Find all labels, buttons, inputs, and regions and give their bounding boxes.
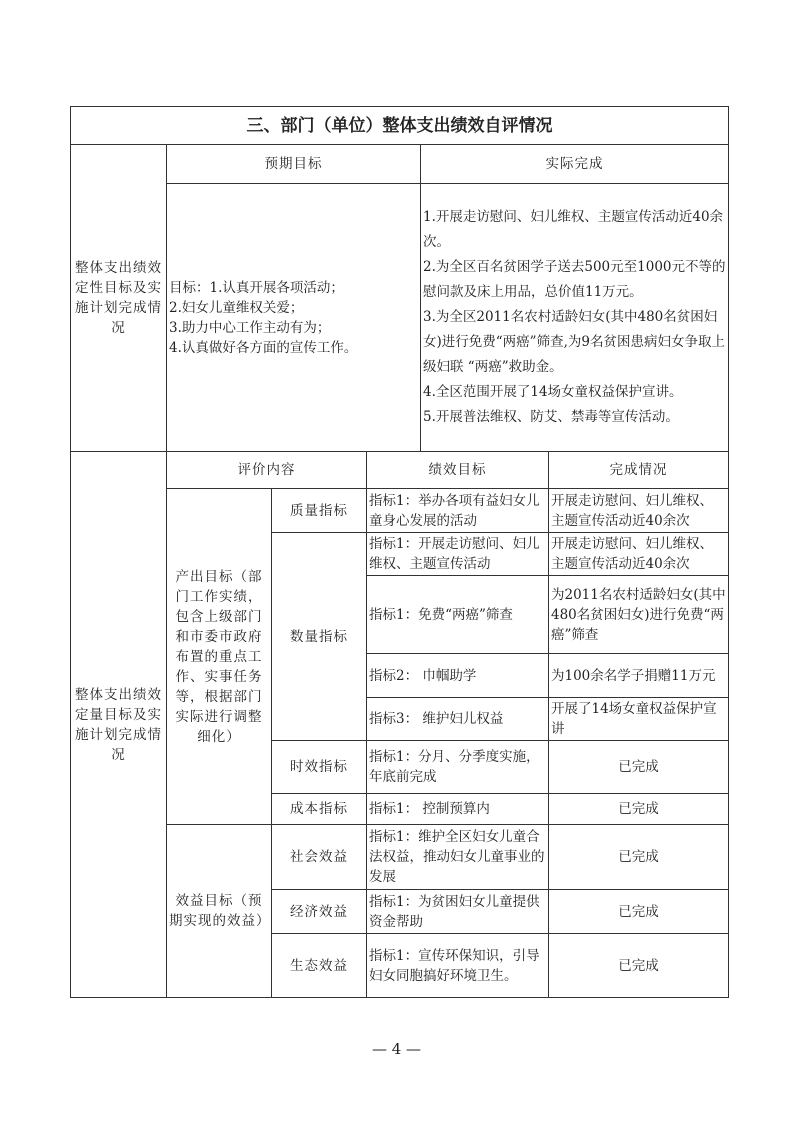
result: 为100余名学子捐赠11万元: [549, 654, 729, 698]
target: 指标2： 巾帼助学: [367, 654, 549, 698]
category: 时效指标: [272, 741, 367, 794]
category: 质量指标: [272, 489, 367, 533]
expected-item: 4.认真做好各方面的宣传工作。: [169, 339, 358, 356]
page-number: — 4 —: [371, 1040, 422, 1058]
expected-header: 预期目标: [167, 145, 421, 184]
target: 指标1： 控制预算内: [367, 794, 549, 825]
category: 社会效益: [272, 825, 367, 890]
actual-item: 1.开展走访慰问、妇儿维权、主题宣传活动近40余次。: [423, 209, 724, 250]
actual-header: 实际完成: [421, 145, 729, 184]
actual-item: 5.开展普法维权、防艾、禁毒等宣传活动。: [423, 409, 679, 425]
result: 为2011名农村适龄妇女(其中480名贫困妇女)进行免费“两癌”筛查: [549, 576, 729, 654]
result: 已完成: [549, 890, 729, 934]
actual-item: 3.为全区2011名农村适龄妇女(其中480名贫困妇女)进行免费“两癌”筛查,为9名贫困患病妇女争取上级妇联 “两癌”救助金。: [423, 309, 725, 375]
actual-item: 2.为全区百名贫困学子送去500元至1000元不等的慰问款及床上用品，总价值11万元。: [423, 259, 726, 300]
target: 指标3： 维护妇儿权益: [367, 698, 549, 741]
result: 开展走访慰问、妇儿维权、主题宣传活动近40余次: [549, 489, 729, 533]
target: 指标1：举办各项有益妇女儿童身心发展的活动: [367, 489, 549, 533]
output-goal: 产出目标（部门工作实绩，包含上级部门和市委市政府布置的重点工作、实事任务等，根据部门实际进行调整细化）: [167, 489, 272, 825]
expected-goals: [167, 184, 421, 452]
result: 开展走访慰问、妇儿维权、主题宣传活动近40余次: [549, 533, 729, 576]
qualitative-row-label: 整体支出绩效定性目标及实施计划完成情况: [71, 145, 167, 452]
expected-item: 3.助力中心工作主动有为；: [169, 319, 331, 336]
result: 开展了14场女童权益保护宣讲: [549, 698, 729, 741]
benefit-goal: 效益目标（预期实现的效益）: [167, 825, 272, 998]
target: 指标1：免费“两癌”筛查: [367, 576, 549, 654]
target: 指标1：维护全区妇女儿童合法权益，推动妇女儿童事业的发展: [367, 825, 549, 890]
expected-item: 目标：1.认真开展各项活动；: [169, 279, 344, 296]
category: 成本指标: [272, 794, 367, 825]
result: 已完成: [549, 934, 729, 998]
header-result: 完成情况: [549, 452, 729, 489]
result: 已完成: [549, 825, 729, 890]
actual-item: 4.全区范围开展了14场女童权益保护宣讲。: [423, 384, 683, 400]
result: 已完成: [549, 794, 729, 825]
expected-item: 2.妇女儿童维权关爱；: [169, 299, 304, 316]
target: 指标1：为贫困妇女儿童提供资金帮助: [367, 890, 549, 934]
category: 经济效益: [272, 890, 367, 934]
category: 数量指标: [272, 533, 367, 741]
result: 已完成: [549, 741, 729, 794]
performance-table: [70, 106, 729, 998]
table-title: 三、部门（单位）整体支出绩效自评情况: [71, 107, 729, 145]
actual-results: [421, 184, 729, 452]
category: 生态效益: [272, 934, 367, 998]
header-target: 绩效目标: [367, 452, 549, 489]
target: 指标1：分月、分季度实施，年底前完成: [367, 741, 549, 794]
quantitative-row-label: 整体支出绩效定量目标及实施计划完成情况: [71, 452, 167, 998]
target: 指标1：宣传环保知识，引导妇女同胞搞好环境卫生。: [367, 934, 549, 998]
header-content: 评价内容: [167, 452, 367, 489]
target: 指标1：开展走访慰问、妇儿维权、主题宣传活动: [367, 533, 549, 576]
